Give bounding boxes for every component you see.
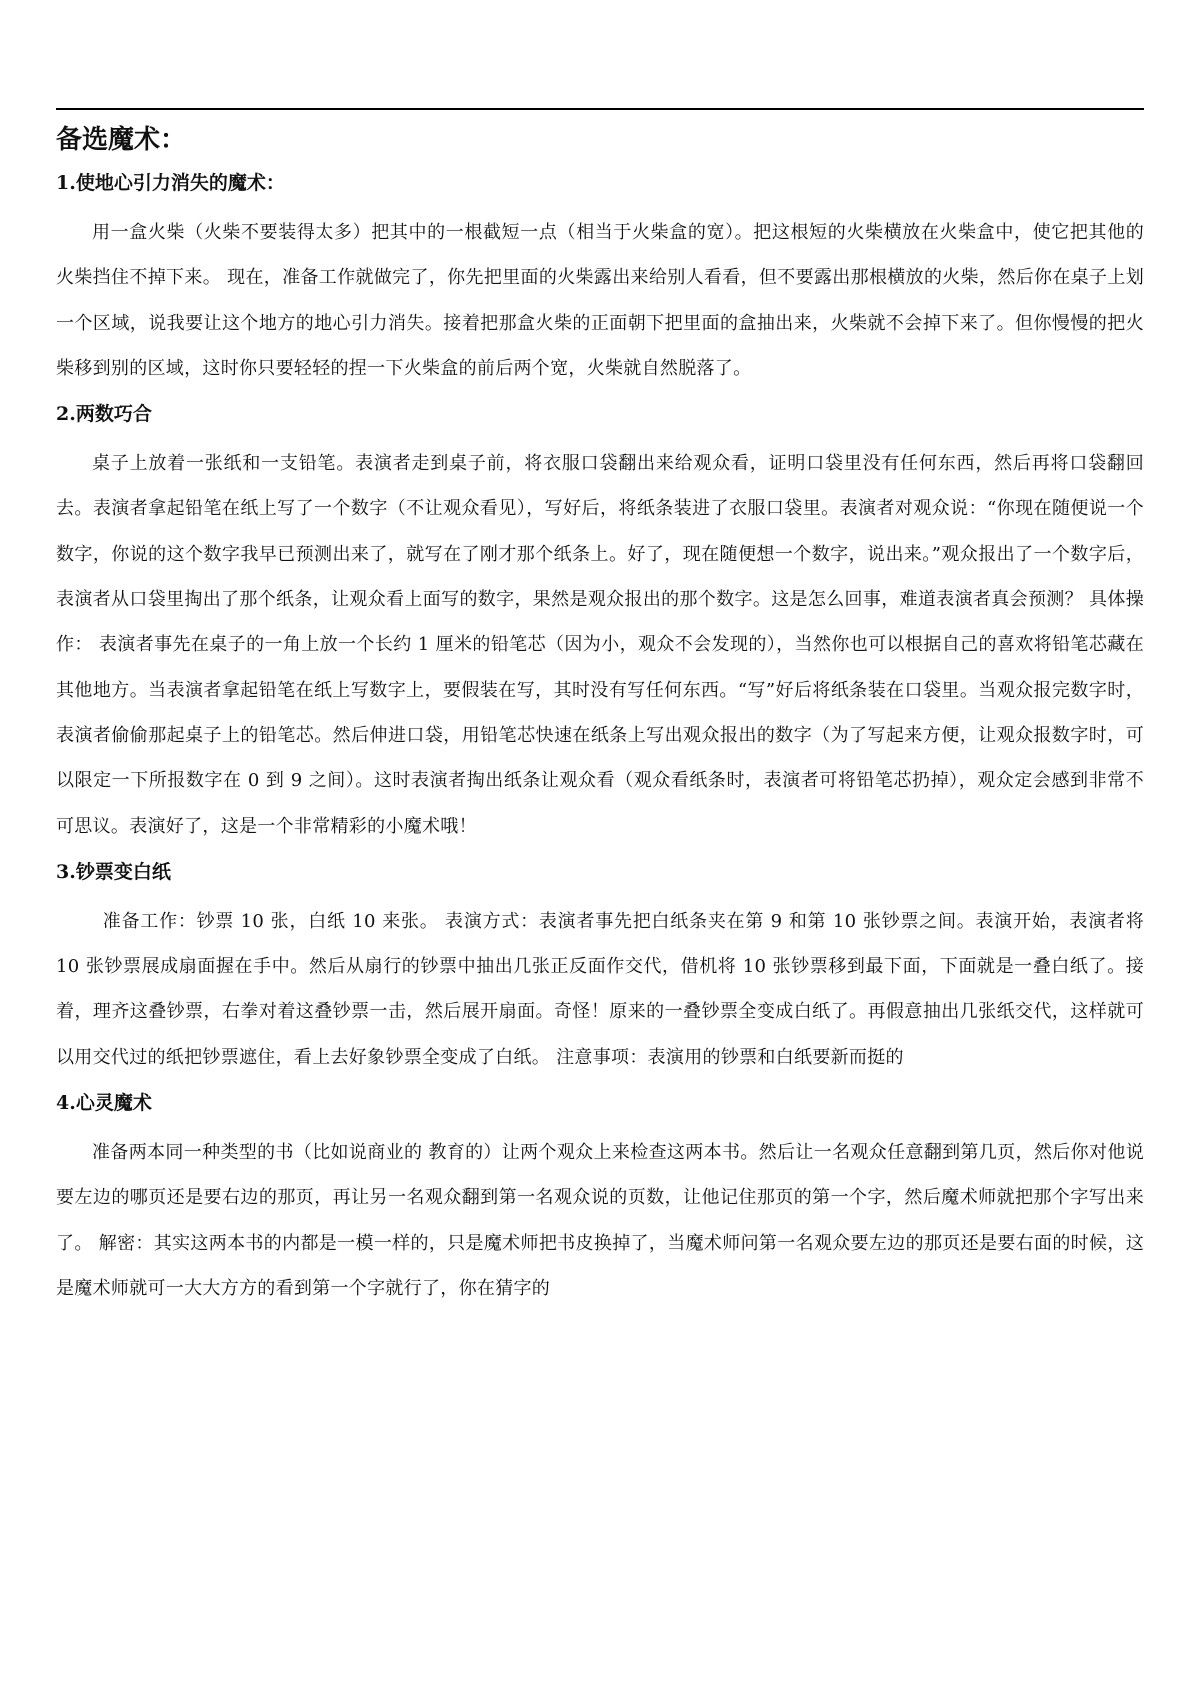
header-rule [56, 108, 1144, 110]
section-paragraph: 准备工作：钞票 10 张，白纸 10 来张。 表演方式：表演者事先把白纸条夹在第 9 和第 10 张钞票之间。表演开始，表演者将 10 张钞票展成扇面握在手中。然后从扇行的钞票中抽出几张正反面作交代，借机将 10 张钞票移到最下面，下面就是一叠白纸了。接着，理齐这叠钞票，右拳对着这叠钞票一击，然后展开扇面。奇怪！原来的一叠钞票全变成白纸了。再假意抽出几张纸交代，这样就可以用交代过的纸把钞票遮住，看上去好象钞票全变成了白纸。 注意事项：表演用的钞票和白纸要新而挺的 [56, 910, 1144, 1068]
section-1 [56, 170, 1144, 391]
section-heading: 4.心灵魔术 [56, 1092, 152, 1115]
section-3 [56, 859, 1144, 1080]
section-heading: 1.使地心引力消失的魔术： [56, 172, 285, 194]
document-title: 备选魔术： [56, 125, 187, 155]
section-paragraph: 用一盒火柴（火柴不要装得太多）把其中的一根截短一点（相当于火柴盒的宽）。把这根短的火柴横放在火柴盒中，使它把其他的火柴挡住不掉下来。 现在，准备工作就做完了，你先把里面的火柴露出来给别人看看，但不要露出那根横放的火柴，然后你在桌子上划一个区域，说我要让这个地方的地心引力消失。接着把那盒火柴的正面朝下把里面的盒抽出来，火柴就不会掉下来了。但你慢慢的把火柴移到别的区域，这时你只要轻轻的捏一下火柴盒的前后两个宽，火柴就自然脱落了。 [56, 222, 1144, 379]
section-heading: 2.两数巧合 [56, 403, 152, 426]
section-paragraph: 准备两本同一种类型的书（比如说商业的 教育的）让两个观众上来检查这两本书。然后让一名观众任意翻到第几页，然后你对他说要左边的哪页还是要右边的那页，再让另一名观众翻到第一名观众说的页数，让他记住那页的第一个字，然后魔术师就把那个字写出来了。 解密：其实这两本书的内都是一模一样的，只是魔术师把书皮换掉了，当魔术师问第一名观众要左边的那页还是要右面的时候，这是魔术师就可一大大方方的看到第一个字就行了，你在猜字的 [56, 1142, 1144, 1299]
section-4 [56, 1090, 1144, 1311]
section-heading: 3.钞票变白纸 [56, 860, 171, 883]
document-content [56, 122, 1144, 1321]
section-paragraph: 桌子上放着一张纸和一支铅笔。表演者走到桌子前，将衣服口袋翻出来给观众看，证明口袋里没有任何东西，然后再将口袋翻回去。表演者拿起铅笔在纸上写了一个数字（不让观众看见），写好后，将纸条装进了衣服口袋里。表演者对观众说：“你现在随便说一个数字，你说的这个数字我早已预测出来了，就写在了刚才那个纸条上。好了，现在随便想一个数字，说出来。”观众报出了一个数字后，表演者从口袋里掏出了那个纸条，让观众看上面写的数字，果然是观众报出的那个数字。这是怎么回事，难道表演者真会预测？ 具体操作： 表演者事先在桌子的一角上放一个长约 1 厘米的铅笔芯（因为小，观众不会发现的），当然你也可以根据自己的喜欢将铅笔芯藏在其他地方。当表演者拿起铅笔在纸上写数字上，要假装在写，其时没有写任何东西。“写”好后将纸条装在口袋里。当观众报完数字时，表演者偷偷那起桌子上的铅笔芯。然后伸进口袋，用铅笔芯快速在纸条上写出观众报出的数字（为了写起来方便，让观众报数字时，可以限定一下所报数字在 0 到 9 之间）。这时表演者掏出纸条让观众看（观众看纸条时，表演者可将铅笔芯扔掉），观众定会感到非常不可思议。表演好了，这是一个非常精彩的小魔术哦！ [56, 453, 1144, 837]
section-2 [56, 401, 1144, 849]
